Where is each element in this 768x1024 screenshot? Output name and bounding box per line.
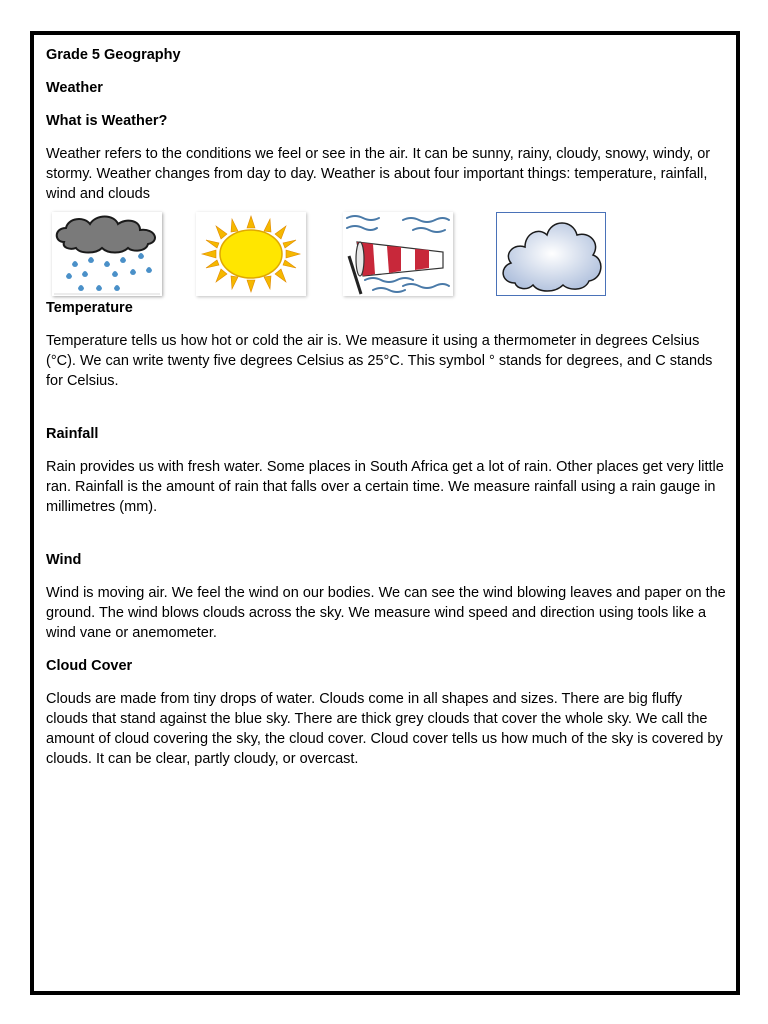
wind-paragraph: Wind is moving air. We feel the wind on our bodies. We can see the wind blowing leaves and paper on the ground. The wind blows clouds across the sky. We measure wind speed and direction using tools like a wind vane or anemometer. <box>46 585 726 641</box>
cloud-icon <box>496 212 606 296</box>
rainfall-heading: Rainfall <box>46 426 99 442</box>
windsock-icon <box>343 212 453 296</box>
cloud-cover-paragraph: Clouds are made from tiny drops of water. Clouds come in all shapes and sizes. There are big fluffy clouds that stand against the blue sky. There are thick grey clouds that cover the whole sky. We call the amount of cloud covering the sky, the cloud cover. Cloud cover tells us how much of the sky is covered by clouds. It can be clear, partly cloudy, or overcast. <box>46 691 723 767</box>
cloud-cover-heading: Cloud Cover <box>46 658 133 674</box>
intro-paragraph: Weather refers to the conditions we feel or see in the air. It can be sunny, rainy, cloudy, snowy, windy, or stormy. Weather changes from day to day. Weather is about four important things: temperature, rainfall, wind and clouds <box>46 146 711 202</box>
intro-heading: What is Weather? <box>46 113 168 129</box>
document-content <box>46 45 726 769</box>
weather-images-row <box>46 212 726 304</box>
sun-icon <box>196 212 306 296</box>
page-frame <box>30 31 740 995</box>
topic-title: Weather <box>46 80 103 96</box>
temperature-heading: Temperature <box>46 300 133 316</box>
temperature-paragraph: Temperature tells us how hot or cold the air is. We measure it using a thermometer in degrees Celsius (°C). We can write twenty five degrees Celsius as 25°C. This symbol ° stands for degrees, and C stands for Celsius. <box>46 333 713 389</box>
grade-title: Grade 5 Geography <box>46 47 181 63</box>
rainfall-paragraph: Rain provides us with fresh water. Some places in South Africa get a lot of rain. Other places get very little ran. Rainfall is the amount of rain that falls over a certain time. We measure rainfall using a rain gauge in millimetres (mm). <box>46 459 724 515</box>
rain-cloud-icon <box>52 212 162 296</box>
wind-heading: Wind <box>46 552 82 568</box>
